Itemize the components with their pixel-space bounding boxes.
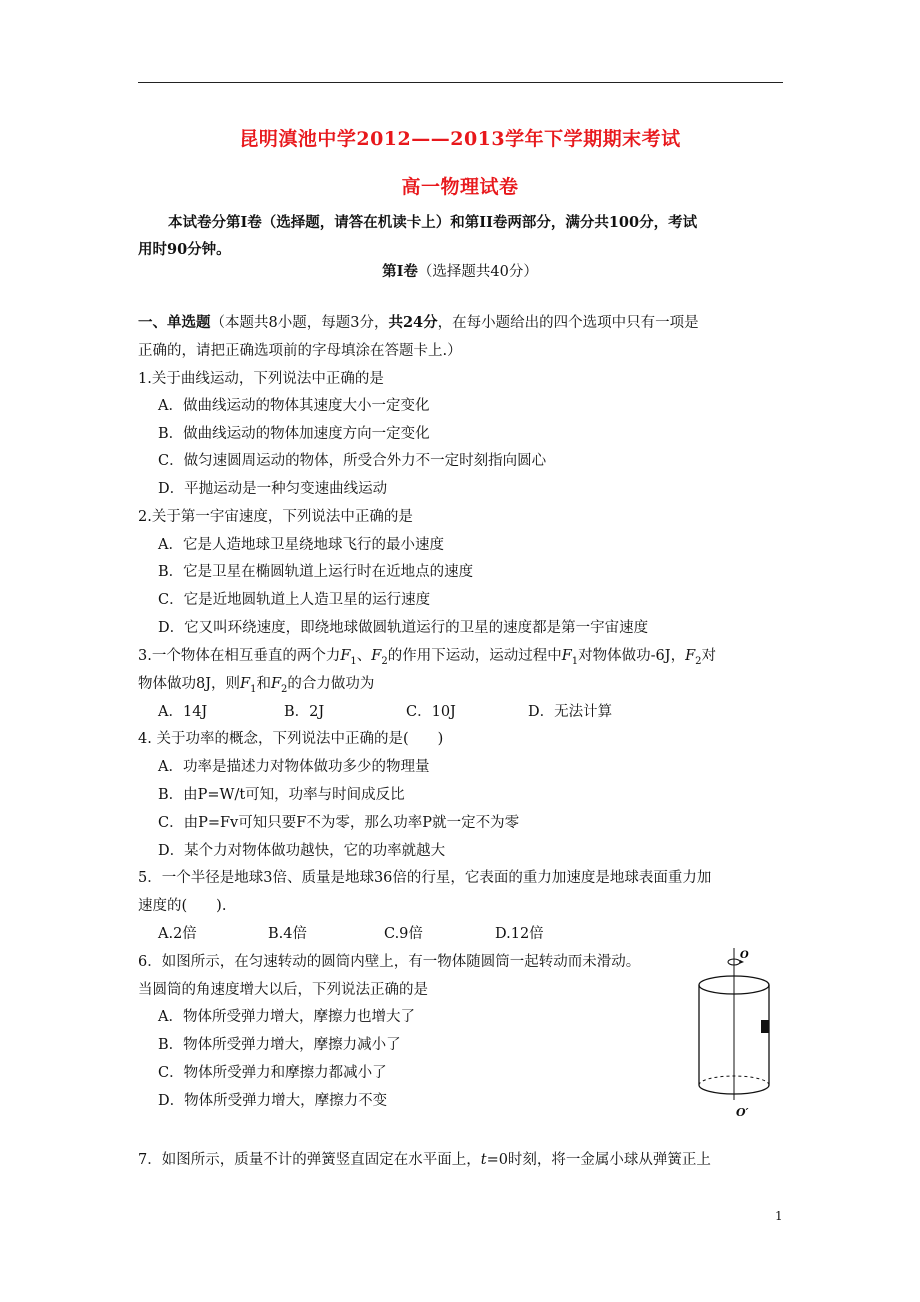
section-desc-bold: 共24分	[388, 314, 438, 331]
figure-label-top: O	[740, 950, 749, 961]
q3-force-2: F	[371, 648, 382, 664]
q7-time-var: t	[480, 1152, 487, 1168]
q2-stem: 2.关于第一宇宙速度，下列说法中正确的是	[138, 509, 413, 525]
q3-sub-1: 1	[350, 655, 357, 667]
part-heading	[0, 260, 920, 281]
q3-force-2b: F	[685, 648, 696, 664]
q4-option-d: D．某个力对物体做功越快，它的功率就越大	[158, 843, 446, 859]
q5-option-c: C.9倍	[384, 926, 423, 942]
q3-force-2c: F	[270, 676, 282, 692]
q3-option-b: B．2J	[284, 704, 325, 720]
q4-option-a: A．功率是描述力对物体做功多少的物理量	[158, 759, 430, 775]
q4-option-b: B．由P=W/t可知，功率与时间成反比	[158, 787, 405, 803]
q2-option-d: D．它又叫环绕速度，即绕地球做圆轨道运行的卫星的速度都是第一宇宙速度	[158, 620, 649, 636]
q5-option-d: D.12倍	[495, 926, 544, 942]
q1-stem: 1.关于曲线运动，下列说法中正确的是	[138, 371, 384, 387]
q7-stem	[138, 1150, 711, 1170]
intro-line-2: 用时90分钟。	[138, 241, 231, 258]
q3-sub-2: 2	[381, 655, 388, 667]
q3-l2-text-a: 物体做功8J，则	[138, 676, 241, 692]
q3-force-1b: F	[561, 648, 572, 664]
q4-option-c: C．由P=Fv可知只要F不为零，那么功率P就一定不为零	[158, 815, 520, 831]
q3-sub-2b: 2	[695, 655, 702, 667]
q1-option-b: B．做曲线运动的物体加速度方向一定变化	[158, 426, 430, 442]
rotating-cylinder-figure	[692, 940, 782, 1100]
q7-text-2: =0时刻，将一金属小球从弹簧正上	[486, 1152, 711, 1168]
section-label: 一、单选题	[138, 314, 211, 331]
section-heading	[138, 313, 699, 333]
q5-option-a: A.2倍	[158, 926, 197, 942]
q3-option-a: A．14J	[158, 704, 208, 720]
q5-stem-line2: 速度的( ).	[138, 898, 227, 914]
intro-line-1: 本试卷分第Ⅰ卷（选择题，请答在机读卡上）和第II卷两部分，满分共100分，考试	[168, 214, 698, 231]
q3-sub-1b: 1	[571, 655, 579, 667]
q3-force-1c: F	[240, 676, 251, 692]
block-shape	[761, 1020, 769, 1033]
q3-sub-1c: 1	[250, 683, 257, 695]
q3-sep: 、	[356, 648, 372, 664]
q3-text-2: 的作用下运动，运动过程中	[387, 648, 562, 664]
q6-option-c: C．物体所受弹力和摩擦力都减小了	[158, 1065, 387, 1081]
part-heading-rest: （选择题共40分）	[417, 264, 538, 280]
figure-label-bottom-text: O′	[736, 1106, 749, 1119]
q3-sub-2c: 2	[281, 683, 288, 695]
q3-text-1: 3.一个物体在相互垂直的两个力	[138, 648, 341, 664]
exam-title: 昆明滇池中学2012——2013学年下学期期末考试	[239, 128, 681, 150]
q7-text-1: 7．如图所示，质量不计的弹簧竖直固定在水平面上，	[138, 1152, 481, 1168]
part-heading-bold: 第Ⅰ卷	[382, 263, 418, 280]
q3-stem	[138, 646, 716, 672]
q3-option-d: D．无法计算	[528, 704, 613, 720]
q3-l2-text-c: 的合力做功为	[287, 676, 375, 692]
q3-l2-text-b: 和	[256, 676, 271, 692]
q3-option-c: C．10J	[406, 704, 456, 720]
q4-stem: 4. 关于功率的概念，下列说法中正确的是( )	[138, 731, 444, 747]
q5-stem: 5．一个半径是地球3倍、质量是地球36倍的行星，它表面的重力加速度是地球表面重力加	[138, 870, 712, 886]
q1-option-d: D．平抛运动是一种匀变速曲线运动	[158, 481, 388, 497]
section-desc-line2: 正确的，请把正确选项前的字母填涂在答题卡上.）	[138, 343, 462, 359]
q5-option-b: B.4倍	[268, 926, 307, 942]
q6-stem-line2: 当圆筒的角速度增大以后，下列说法正确的是	[138, 982, 428, 998]
page-number: 1	[775, 1209, 783, 1223]
q1-option-c: C．做匀速圆周运动的物体，所受合外力不一定时刻指向圆心	[158, 453, 547, 469]
q6-option-a: A．物体所受弹力增大，摩擦力也增大了	[158, 1009, 415, 1025]
exam-subtitle: 高一物理试卷	[401, 176, 519, 198]
q3-text-3: 对物体做功-6J，	[578, 648, 686, 664]
q6-option-b: B．物体所受弹力增大，摩擦力减小了	[158, 1037, 401, 1053]
q1-option-a: A．做曲线运动的物体其速度大小一定变化	[158, 398, 430, 414]
q3-stem-line2	[138, 674, 374, 700]
q6-option-d: D．物体所受弹力增大，摩擦力不变	[158, 1093, 388, 1109]
section-desc-a: （本题共8小题，每题3分，	[210, 315, 389, 331]
q2-option-c: C．它是近地圆轨道上人造卫星的运行速度	[158, 592, 431, 608]
q3-text-4: 对	[701, 648, 717, 664]
q6-stem: 6．如图所示，在匀速转动的圆筒内壁上，有一物体随圆筒一起转动而未滑动。	[138, 954, 641, 970]
section-desc-b: ，在每小题给出的四个选项中只有一项是	[437, 315, 699, 331]
q2-option-a: A．它是人造地球卫星绕地球飞行的最小速度	[158, 537, 444, 553]
q3-force-1: F	[340, 648, 351, 664]
q2-option-b: B．它是卫星在椭圆轨道上运行时在近地点的速度	[158, 564, 474, 580]
header-rule	[138, 82, 783, 83]
